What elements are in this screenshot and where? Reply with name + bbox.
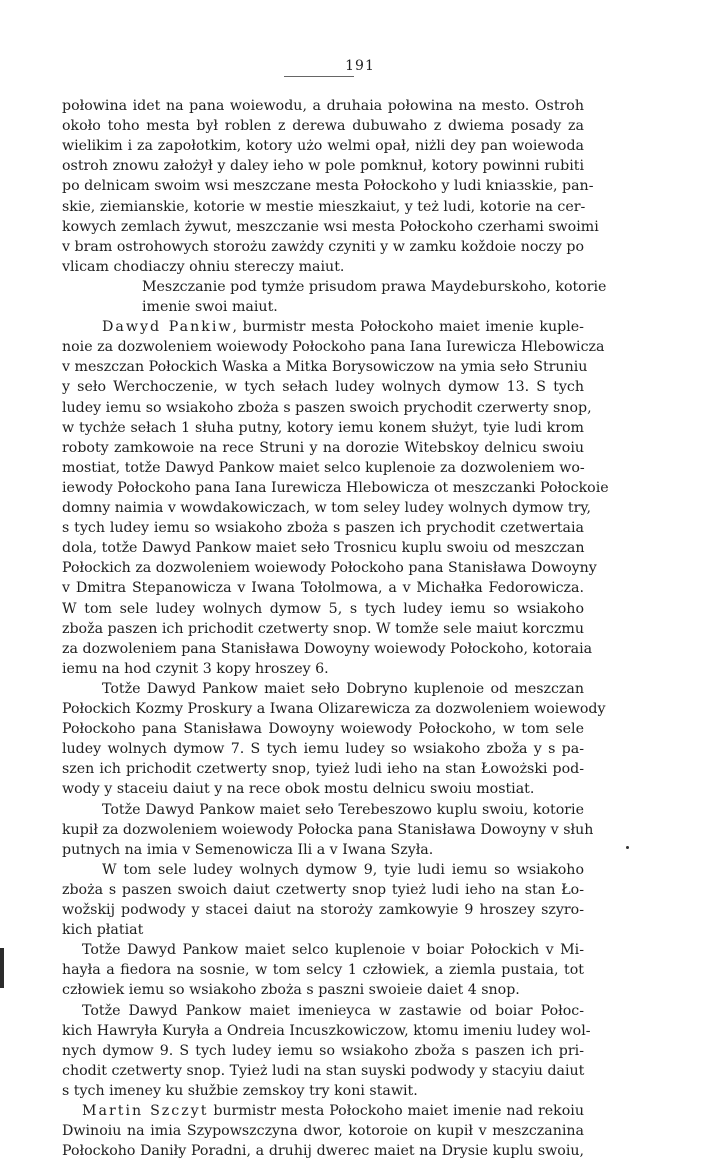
text-line: szen ich prichodit czetwerty snop, tyież ludi ieho na stan Łowożski pod- (62, 761, 584, 778)
text-line: ostroh znowu założył y daley ieho w pole pomknuł, kotory powinni rubiti (62, 158, 584, 175)
text-line: po delnicam swoim wsi meszczane mesta Połockoho y ludi kniaзskie, pan- (62, 178, 594, 195)
text-line: kich Hawryła Kuryła a Ondreia Incuszkowiczow, ktomu imeniu ludey wol- (62, 1022, 591, 1039)
text-line: y seło Werchoczenie, w tych sełach ludey wolnych dymow 13. S tych (62, 379, 584, 396)
text-line: s tych imeney ku słužbie zemskoy try koni stawit. (62, 1082, 418, 1099)
text-line: W tom sele ludey wolnych dymow 5, s tych ludey iemu so wsiakoho (62, 600, 584, 617)
text-line: kowych zemlach żywut, meszczanie wsi mesta Połockoho czerhami swoimi (62, 218, 599, 235)
text-line: vlicam chodiaczy ohniu stereczy maiut. (62, 258, 345, 275)
text-line: v Dmitra Stepanowicza v Iwana Tołolmowa, a v Michałka Fedorowicza. (62, 580, 584, 597)
text-line: połowina idet na pana woiewodu, a druhaia połowina na mesto. Ostroh (62, 98, 584, 114)
text-line: kupił za dozwoleniem woiewody Połocka pana Stanisława Dowoyny v słuh (62, 821, 594, 838)
text-line: za dozwoleniem pana Stanisława Dowoyny woiewody Połockoho, kotoraia (62, 640, 593, 657)
text-line: iemu na hod czynit 3 kopy hroszey 6. (62, 660, 329, 677)
text-line: zboża s paszen swoich daiut czetwerty snop tyież ludi ieho na stan Ło- (62, 881, 584, 898)
text-line: iewody Połockoho pana Iana Iurewicza Hlebowicza ot meszczanki Połockoie (62, 479, 609, 496)
text-line: ludey wolnych dymow 7. S tych iemu ludey so wsiakoho zboža y s pa- (62, 741, 584, 758)
text-line: mostiat, totže Dawyd Pankow maiet selco kuplenoie za dozwoleniem wo- (62, 459, 585, 476)
text-line: Połockich Kozmy Proskury a Iwana Olizarewicza za dozwoleniem woiewody (62, 701, 606, 717)
text-line: noie za dozwoleniem woiewody Połockoho pana Iana Iurewicza Hlebowicza (62, 339, 605, 356)
scan-edge-mark (0, 948, 4, 988)
text-line: chodit czetwerty snop. Tyież ludi na stan suyski podwody y stacyiu daiut (62, 1062, 585, 1079)
text-line: Połockich za dozwoleniem woiewody Połockoho pana Stanisława Dowoyny (62, 560, 597, 577)
text-line: imenie swoi maiut. (142, 299, 278, 315)
header-rule (284, 76, 354, 77)
text-line: wody y staceiu daiut y na rece obok mostu delnicu swoiu mostiat. (62, 781, 535, 798)
text-line: hayła a fiedora na sosnie, w tom selcy 1 człowiek, a ziemla pustaia, tot (62, 962, 584, 979)
text-line: dola, totže Dawyd Pankow maiet seło Trosnicu kuplu swoiu od meszczan (62, 540, 585, 557)
text-line: Totže Dawyd Pankow maiet imenieyca w zastawie od boiar Połoc- (82, 1002, 584, 1019)
text-line: roboty zamkowoie na rece Struni y na dorozie Witebskoy delnicu swoiu (62, 439, 584, 456)
text-line: zboža paszen ich prichodit czetwerty snop. W tomže sele maiut korczmu (62, 620, 585, 637)
text-line: Meszczanie pod tymże prisudom prawa Maydeburskoho, kotorie (142, 278, 607, 295)
text-line: Totže Dawyd Pankow maiet seło Terebeszowo kuplu swoiu, kotorie (102, 801, 584, 818)
text-line: putnych na imia v Semenowicza Ili a v Iwana Szyła. (62, 841, 434, 858)
text-line: W tom sele ludey wolnych dymow 9, tyie ludi iemu so wsiakoho (102, 861, 584, 878)
text-line: Totže Dawyd Pankow maiet seło Dobryno kuplenoie od meszczan (102, 680, 584, 697)
text-line: Dawyd Pankiw, burmistr mesta Połockoho maiet imenie kuple- (102, 319, 584, 336)
text-line: około toho mesta był roblen z derewa dubuwaho z dwiema posady za (62, 118, 584, 135)
text-line: wožskij podwody y stacei daiut na storoży zamkowyie 9 hroszey szyro- (62, 902, 584, 918)
text-line: v meszczan Połockich Waska a Mitka Borysowiczow na ymia seło Struniu (62, 359, 588, 376)
text-line: Martin Szczyt burmistr mesta Połockoho maiet imenie nad rekoiu (82, 1103, 584, 1119)
text-line: skie, ziemianskie, kotorie w mestie mieszkaiut, y też ludi, kotorie na cer- (62, 198, 586, 215)
page-number: 191 (345, 58, 375, 74)
text-line: nych dymow 9. S tych ludey iemu so wsiakoho zboža s paszen ich pri- (62, 1042, 584, 1059)
text-line: v bram ostrohowych storożu zawżdy czyniti y w zamku koždoie noczy po (62, 238, 584, 255)
text-line: kich płatiat (62, 922, 144, 939)
text-line: s tych ludey iemu so wsiakoho zboża s paszen ich prychodit czetwertaia (62, 520, 584, 537)
text-line: człowiek iemu so wsiakoho zboża s paszni swoieie daiet 4 snop. (62, 982, 520, 999)
text-line: Połockoho Daniły Poradni, a druhij dwerec maiet na Drysie kuplu swoiu, (62, 1143, 584, 1160)
text-line: Dwinoiu na imia Szypowszczyna dwor, kotoroie on kupił v meszczanina (62, 1123, 584, 1140)
text-line: domny naimia v wowdakowiczach, w tom seley ludey wolnych dymow try, (62, 500, 592, 516)
text-line: Totže Dawyd Pankow maiet selco kuplenoie v boiar Połockich v Mi- (82, 942, 584, 959)
text-line: wielikim i za zapołotkim, kotory użo welmi opał, niżli dey pan woiewoda (62, 138, 584, 155)
text-line: w tychże sełach 1 słuha putny, kotory iemu konem służyt, tyie ludi krom (62, 419, 584, 436)
text-line: Połockoho pana Stanisława Dowoyny woiewody Połockoho, w tom sele (62, 721, 584, 738)
scan-speck (626, 846, 629, 849)
text-line: ludey iemu so wsiakoho zboża s paszen swoich prychodit czerwerty snop, (62, 399, 592, 416)
